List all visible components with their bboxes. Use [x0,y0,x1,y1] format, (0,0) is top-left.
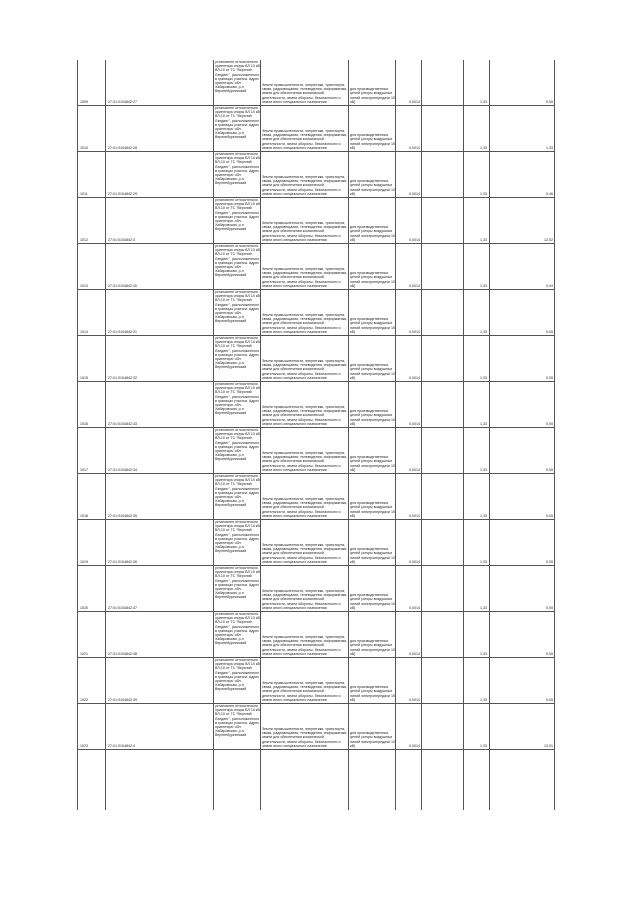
amount-value: 0,05 [546,329,553,334]
cadastral-number: 27:01:0104842:36 [108,559,137,564]
table-border-left [77,60,78,810]
location-description: установлен относительно ориентира опоры ВЛ 10 кВ ВЛ-10 от ТС "Верхний Лэндинг", расположенного в границах участка. Адрес ориентира: обл. Хабаровская, р-н Верхнебуреинский [215,658,260,692]
amount-value: 0,05 [546,697,553,702]
area-value: 0,0014 [409,559,420,564]
amount-value: 0,05 [546,559,553,564]
cadastral-number: 27:01:0104842:38 [108,651,137,656]
permitted-use: для производственных целей (опоры воздушных линий электропередачи 10 кВ) [350,179,395,196]
permitted-use: для производственных целей (опоры воздушных линий электропередачи 10 кВ) [350,225,395,242]
row-number: 1010 [80,145,88,150]
area-value: 0,0014 [409,283,420,288]
rate-value: 1,33 [480,237,487,242]
table-col-line [395,60,396,810]
amount-value: 0,05 [546,375,553,380]
rate-value: 1,33 [480,145,487,150]
permitted-use: для производственных целей (опоры воздушных линий электропередачи 10 кВ) [350,317,395,334]
table-row [77,106,554,152]
cadastral-number: 27:01:0104842:37 [108,605,137,610]
rate-value: 1,33 [480,605,487,610]
rate-value: 1,33 [480,467,487,472]
table-col-line [348,60,349,810]
cadastral-number: 27:01:0104842:4 [108,743,135,748]
table-row [77,612,554,658]
area-value: 0,0014 [409,513,420,518]
row-number: 1020 [80,605,88,610]
row-number: 1014 [80,329,88,334]
location-description: установлен относительно ориентира опоры ВЛ 10 кВ ВЛ-10 от ТС "Верхний Лэндинг", расположенного в границах участка. Адрес ориентира: обл. Хабаровская, р-н Верхнебуреинский [215,60,260,94]
area-value: 0,0014 [409,697,420,702]
table-col-line [105,60,106,810]
land-category: Земли промышленности, энергетики, транспорта, связи, радиовещания, телевидения, информатики, земли для обеспечения космической деятельности, земли обороны, безопасности и земли иного специального назначения [262,588,348,610]
row-number: 1013 [80,283,88,288]
location-description: установлен относительно ориентира опоры ВЛ 10 кВ ВЛ-10 от ТС "Верхний Лэндинг", расположенного в границах участка. Адрес ориентира: обл. Хабаровская, р-н Верхнебуреинский [215,520,260,554]
area-value: 0,0014 [409,605,420,610]
land-category: Земли промышленности, энергетики, транспорта, связи, радиовещания, телевидения, информатики, земли для обеспечения космической деятельности, земли обороны, безопасности и земли иного специального назначения [262,220,348,242]
amount-value: 0,05 [546,467,553,472]
cadastral-number: 27:01:0104842:32 [108,375,137,380]
amount-value: 1,33 [546,145,553,150]
land-category: Земли промышленности, энергетики, транспорта, связи, радиовещания, телевидения, информатики, земли для обеспечения космической деятельности, земли обороны, безопасности и земли иного специального назначения [262,496,348,518]
cadastral-number: 27:01:0104842:33 [108,421,137,426]
amount-value: 0,05 [546,99,553,104]
land-category: Земли промышленности, энергетики, транспорта, связи, радиовещания, телевидения, информатики, земли для обеспечения космической деятельности, земли обороны, безопасности и земли иного специального назначения [262,542,348,564]
location-description: установлен относительно ориентира опоры ВЛ 10 кВ ВЛ-10 от ТС "Верхний Лэндинг", расположенного в границах участка. Адрес ориентира: обл. Хабаровская, р-н Верхнебуреинский [215,106,260,140]
row-number: 1012 [80,237,88,242]
rate-value: 1,33 [480,191,487,196]
location-description: установлен относительно ориентира опоры ВЛ 10 кВ ВЛ-10 от ТС "Верхний Лэндинг", расположенного в границах участка. Адрес ориентира: обл. Хабаровская, р-н Верхнебуреинский [215,612,260,646]
land-category: Земли промышленности, энергетики, транспорта, связи, радиовещания, телевидения, информатики, земли для обеспечения космической деятельности, земли обороны, безопасности и земли иного специального назначения [262,634,348,656]
land-category: Земли промышленности, энергетики, транспорта, связи, радиовещания, телевидения, информатики, земли для обеспечения космической деятельности, земли обороны, безопасности и земли иного специального назначения [262,266,348,288]
location-description: установлен относительно ориентира опоры ВЛ 10 кВ ВЛ-10 от ТС "Верхний Лэндинг", расположенного в границах участка. Адрес ориентира: обл. Хабаровская, р-н Верхнебуреинский [215,152,260,186]
table-row [77,382,554,428]
location-description: установлен относительно ориентира опоры ВЛ 10 кВ ВЛ-10 от ТС "Верхний Лэндинг", расположенного в границах участка. Адрес ориентира: обл. Хабаровская, р-н Верхнебуреинский [215,198,260,232]
table-row [77,428,554,474]
rate-value: 1,33 [480,421,487,426]
permitted-use: для производственных целей (опоры воздушных линий электропередачи 10 кВ) [350,87,395,104]
table-row [77,336,554,382]
area-value: 0,0014 [409,99,420,104]
row-number: 1022 [80,697,88,702]
permitted-use: для производственных целей (опоры воздушных линий электропередачи 10 кВ) [350,593,395,610]
land-category: Земли промышленности, энергетики, транспорта, связи, радиовещания, телевидения, информатики, земли для обеспечения космической деятельности, земли обороны, безопасности и земли иного специального назначения [262,726,348,748]
amount-value: 0,04 [546,283,553,288]
table-col-line [260,60,261,810]
location-description: установлен относительно ориентира опоры ВЛ 10 кВ ВЛ-10 от ТС "Верхний Лэндинг", расположенного в границах участка. Адрес ориентира: обл. Хабаровская, р-н Верхнебуреинский [215,382,260,416]
table-row [77,474,554,520]
row-divider [77,749,554,750]
table-border-right [554,60,555,810]
permitted-use: для производственных целей (опоры воздушных линий электропередачи 10 кВ) [350,133,395,150]
rate-value: 1,33 [480,651,487,656]
table-col-line [489,60,490,810]
row-number: 1011 [80,191,88,196]
permitted-use: для производственных целей (опоры воздушных линий электропередачи 10 кВ) [350,455,395,472]
land-category: Земли промышленности, энергетики, транспорта, связи, радиовещания, телевидения, информатики, земли для обеспечения космической деятельности, земли обороны, безопасности и земли иного специального назначения [262,358,348,380]
location-description: установлен относительно ориентира опоры ВЛ 10 кВ ВЛ-10 от ТС "Верхний Лэндинг", расположенного в границах участка. Адрес ориентира: обл. Хабаровская, р-н Верхнебуреинский [215,474,260,508]
amount-value: 0,46 [546,191,553,196]
table-row [77,566,554,612]
cadastral-number: 27:01:0104842:34 [108,467,137,472]
permitted-use: для производственных целей (опоры воздушных линий электропередачи 10 кВ) [350,501,395,518]
permitted-use: для производственных целей (опоры воздушных линий электропередачи 10 кВ) [350,363,395,380]
rate-value: 1,33 [480,697,487,702]
area-value: 0,0014 [409,375,420,380]
rate-value: 1,33 [480,329,487,334]
land-category: Земли промышленности, энергетики, транспорта, связи, радиовещания, телевидения, информатики, земли для обеспечения космической деятельности, земли обороны, безопасности и земли иного специального назначения [262,82,348,104]
location-description: установлен относительно ориентира опоры ВЛ 10 кВ ВЛ-10 от ТС "Верхний Лэндинг", расположенного в границах участка. Адрес ориентира: обл. Хабаровская, р-н Верхнебуреинский [215,244,260,278]
row-number: 1019 [80,559,88,564]
permitted-use: для производственных целей (опоры воздушных линий электропередачи 10 кВ) [350,271,395,288]
table-row [77,60,554,106]
table-row [77,152,554,198]
amount-value: 0,05 [546,421,553,426]
table-row [77,244,554,290]
amount-value: 0,05 [546,513,553,518]
table-row [77,520,554,566]
location-description: установлен относительно ориентира опоры ВЛ 10 кВ ВЛ-10 от ТС "Верхний Лэндинг", расположенного в границах участка. Адрес ориентира: обл. Хабаровская, р-н Верхнебуреинский [215,704,260,738]
location-description: установлен относительно ориентира опоры ВЛ 10 кВ ВЛ-10 от ТС "Верхний Лэндинг", расположенного в границах участка. Адрес ориентира: обл. Хабаровская, р-н Верхнебуреинский [215,428,260,462]
table-col-line [213,60,214,810]
cadastral-number: 27:01:0104842:30 [108,283,137,288]
land-parcel-table [77,60,554,750]
row-number: 1021 [80,651,88,656]
row-number: 1017 [80,467,88,472]
area-value: 0,0014 [409,237,420,242]
amount-value: 0,05 [546,605,553,610]
permitted-use: для производственных целей (опоры воздушных линий электропередачи 10 кВ) [350,547,395,564]
row-number: 1016 [80,421,88,426]
row-number: 1023 [80,743,88,748]
area-value: 0,0014 [409,191,420,196]
rate-value: 1,33 [480,743,487,748]
area-value: 0,0014 [409,421,420,426]
permitted-use: для производственных целей (опоры воздушных линий электропередачи 10 кВ) [350,409,395,426]
area-value: 0,0014 [409,651,420,656]
land-category: Земли промышленности, энергетики, транспорта, связи, радиовещания, телевидения, информатики, земли для обеспечения космической деятельности, земли обороны, безопасности и земли иного специального назначения [262,680,348,702]
cadastral-number: 27:01:0104842:31 [108,329,137,334]
rate-value: 1,33 [480,513,487,518]
table-col-line [421,60,422,810]
table-row [77,658,554,704]
permitted-use: для производственных целей (опоры воздушных линий электропередачи 10 кВ) [350,685,395,702]
location-description: установлен относительно ориентира опоры ВЛ 10 кВ ВЛ-10 от ТС "Верхний Лэндинг", расположенного в границах участка. Адрес ориентира: обл. Хабаровская, р-н Верхнебуреинский [215,290,260,324]
amount-value: 12,02 [544,237,553,242]
amount-value: 12,01 [544,743,553,748]
land-category: Земли промышленности, энергетики, транспорта, связи, радиовещания, телевидения, информатики, земли для обеспечения космической деятельности, земли обороны, безопасности и земли иного специального назначения [262,450,348,472]
row-number: 1015 [80,375,88,380]
cadastral-number: 27:01:0104842:27 [108,99,137,104]
land-category: Земли промышленности, энергетики, транспорта, связи, радиовещания, телевидения, информатики, земли для обеспечения космической деятельности, земли обороны, безопасности и земли иного специального назначения [262,128,348,150]
rate-value: 1,33 [480,283,487,288]
cadastral-number: 27:01:0104842:3 [108,237,135,242]
cadastral-number: 27:01:0104842:35 [108,513,137,518]
permitted-use: для производственных целей (опоры воздушных линий электропередачи 10 кВ) [350,639,395,656]
area-value: 0,0014 [409,145,420,150]
cadastral-number: 27:01:0104842:29 [108,191,137,196]
permitted-use: для производственных целей (опоры воздушных линий электропередачи 10 кВ) [350,731,395,748]
row-number: 1018 [80,513,88,518]
area-value: 0,0014 [409,329,420,334]
land-category: Земли промышленности, энергетики, транспорта, связи, радиовещания, телевидения, информатики, земли для обеспечения космической деятельности, земли обороны, безопасности и земли иного специального назначения [262,174,348,196]
table-row [77,198,554,244]
land-category: Земли промышленности, энергетики, транспорта, связи, радиовещания, телевидения, информатики, земли для обеспечения космической деятельности, земли обороны, безопасности и земли иного специального назначения [262,404,348,426]
location-description: установлен относительно ориентира опоры ВЛ 10 кВ ВЛ-10 от ТС "Верхний Лэндинг", расположенного в границах участка. Адрес ориентира: обл. Хабаровская, р-н Верхнебуреинский [215,566,260,600]
row-number: 1009 [80,99,88,104]
area-value: 0,0014 [409,743,420,748]
land-category: Земли промышленности, энергетики, транспорта, связи, радиовещания, телевидения, информатики, земли для обеспечения космической деятельности, земли обороны, безопасности и земли иного специального назначения [262,312,348,334]
rate-value: 1,33 [480,375,487,380]
cadastral-number: 27:01:0104842:39 [108,697,137,702]
area-value: 0,0014 [409,467,420,472]
amount-value: 0,05 [546,651,553,656]
location-description: установлен относительно ориентира опоры ВЛ 10 кВ ВЛ-10 от ТС "Верхний Лэндинг", расположенного в границах участка. Адрес ориентира: обл. Хабаровская, р-н Верхнебуреинский [215,336,260,370]
rate-value: 1,33 [480,559,487,564]
table-col-line [463,60,464,810]
table-row [77,704,554,750]
cadastral-number: 27:01:0104842:28 [108,145,137,150]
rate-value: 1,33 [480,99,487,104]
table-row [77,290,554,336]
